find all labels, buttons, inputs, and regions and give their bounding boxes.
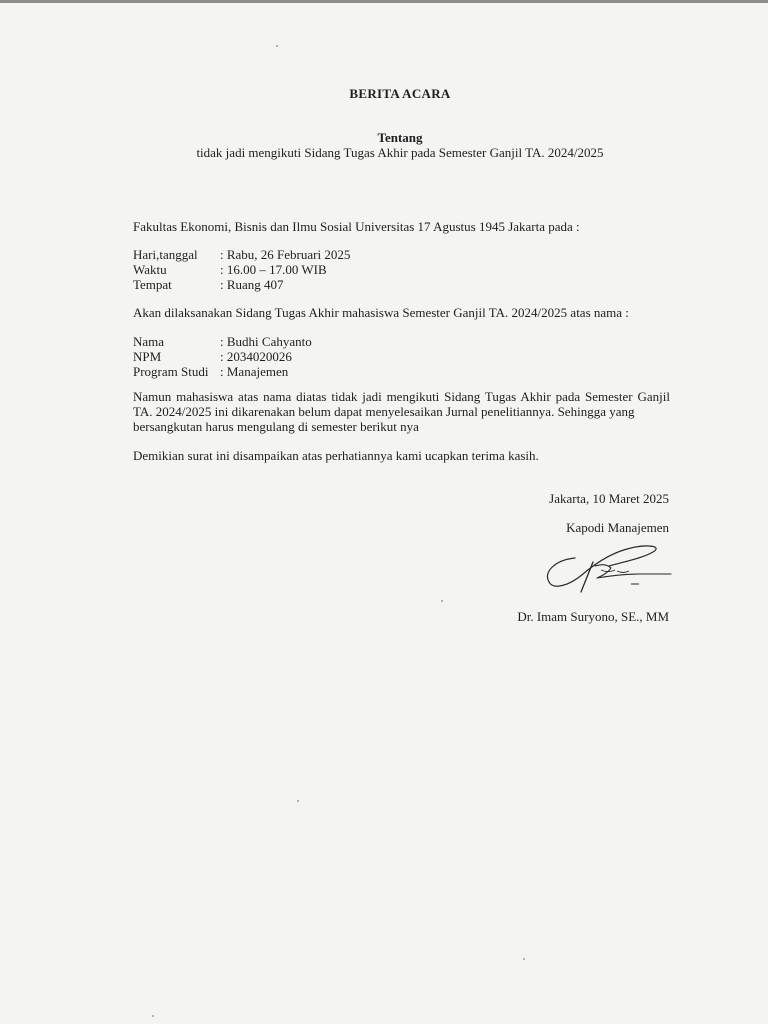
place-date: Jakarta, 10 Maret 2025 — [549, 491, 669, 506]
body-main-text: Namun mahasiswa atas nama diatas tidak jadi mengikuti Sidang Tugas Akhir pada Semester Ganjil TA. 2024/2025 ini dikarenakan belum dapat menyelesaikan Jurnal penelitiannya. Sehingga yang — [133, 389, 670, 419]
signatory-position: Kapodi Manajemen — [566, 520, 669, 535]
student-label-name: Nama — [133, 334, 165, 349]
body-paragraph — [133, 389, 670, 434]
document-subject: tidak jadi mengikuti Sidang Tugas Akhir pada Semester Ganjil TA. 2024/2025 — [196, 145, 604, 160]
document-title: BERITA ACARA — [349, 86, 451, 101]
schedule-value-time: : 16.00 – 17.00 WIB — [220, 262, 327, 277]
scan-top-edge — [0, 0, 768, 3]
scan-speck — [523, 958, 525, 960]
scan-speck — [297, 800, 299, 802]
intro-text: Fakultas Ekonomi, Bisnis dan Ilmu Sosial Universitas 17 Agustus 1945 Jakarta pada : — [133, 219, 580, 234]
schedule-label-date: Hari,tanggal — [133, 247, 198, 262]
schedule-value-date: : Rabu, 26 Februari 2025 — [220, 247, 351, 262]
student-value-name: : Budhi Cahyanto — [220, 334, 312, 349]
signatory-name: Dr. Imam Suryono, SE., MM — [517, 609, 669, 624]
announcement-text: Akan dilaksanakan Sidang Tugas Akhir mahasiswa Semester Ganjil TA. 2024/2025 atas nama : — [133, 305, 629, 320]
schedule-value-place: : Ruang 407 — [220, 277, 284, 292]
body-last-line: bersangkutan harus mengulang di semester berikut nya — [133, 419, 419, 434]
closing-text: Demikian surat ini disampaikan atas perhatiannya kami ucapkan terima kasih. — [133, 448, 539, 463]
scan-speck — [152, 1015, 154, 1017]
student-value-program: : Manajemen — [220, 364, 289, 379]
student-value-npm: : 2034020026 — [220, 349, 292, 364]
schedule-label-place: Tempat — [133, 277, 172, 292]
signature-image — [535, 540, 675, 600]
scan-speck — [276, 45, 278, 47]
student-label-npm: NPM — [133, 349, 162, 364]
document-subtitle: Tentang — [377, 130, 423, 145]
scan-speck — [441, 600, 443, 602]
student-label-program: Program Studi — [133, 364, 209, 379]
schedule-label-time: Waktu — [133, 262, 167, 277]
